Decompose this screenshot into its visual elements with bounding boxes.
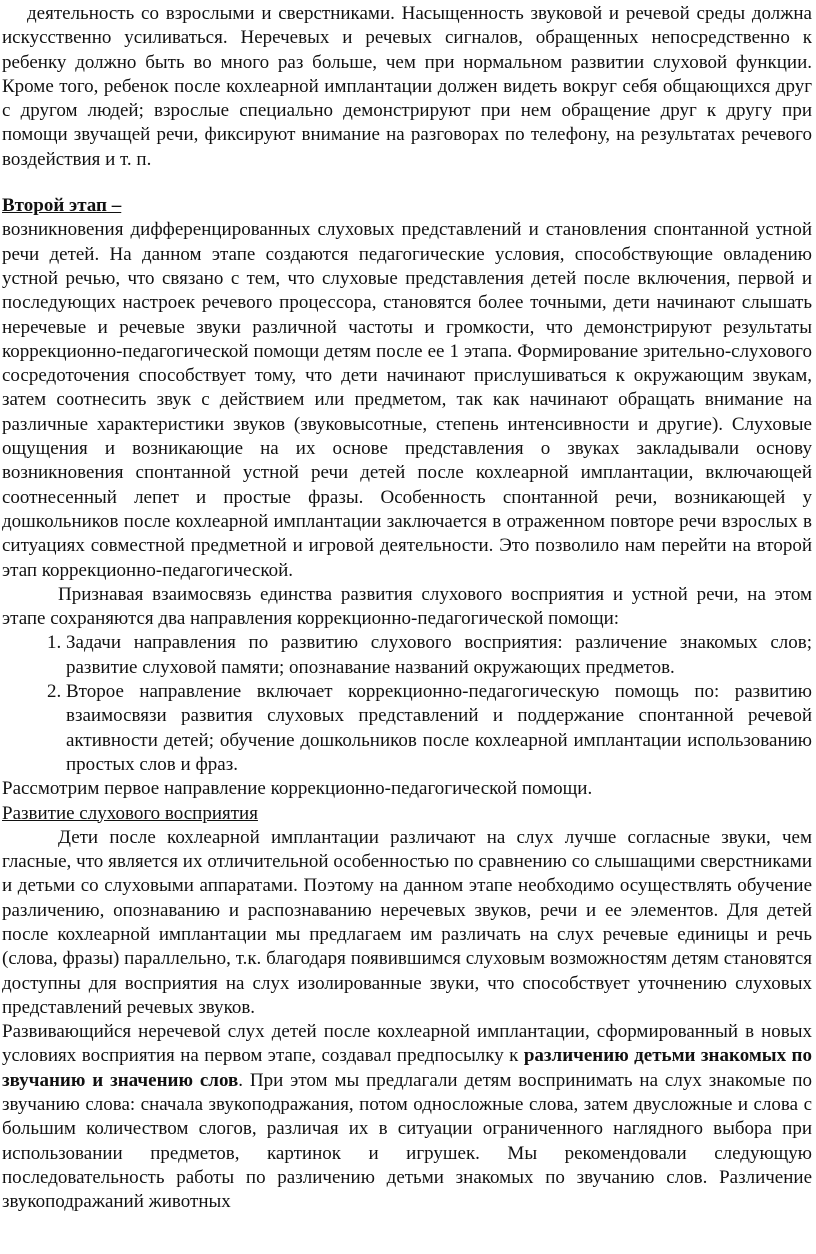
stage-2-paragraph: возникновения дифференцированных слуховых представлений и становления спонтанной устной речи детей. На данном этапе создаются педагогические условия, способствующие овладению устной речью, что связано с тем, что слуховые представления детей после включения, первой и последующих настроек речевого процессора, становятся более точными, дети начинают слышать неречевые и речевые звуки различной частоты и громкости, что демонстрируют результаты коррекционно-педагогической помощи детям после ее 1 этапа. Формирование зрительно-слухового сосредоточения способствует тому, что дети начинают прислушиваться к окружающим звукам, затем соотнесить звук с действием или предметом, так как начинают обращать внимание на различные характеристики звуков (звуковысотные, степень интенсивности и другие). Слуховые ощущения и возникающие на их основе представления о звуках закладывали основу возникновения спонтанной устной речи детей после кохлеарной имплантации, включающей соотнесенный лепет и простые фразы. Особенность спонтанной речи, возникающей у дошкольников после кохлеарной имплантации заключается в отраженном повторе речи взрослых в ситуациях совместной предметной и игровой деятельности. Это позволило нам перейти на второй этап коррекционно-педагогической. [2, 219, 812, 581]
final-paragraph [2, 1020, 812, 1214]
subheading-line [2, 802, 812, 826]
perception-paragraph: Дети после кохлеарной имплантации различают на слух лучше согласные звуки, чем гласные, что является их отличительной особенностью по сравнению со слышащими сверстниками и детьми со слуховыми аппаратами. Поэтому на данном этапе необходимо осуществлять обучение различению, опознаванию и распознаванию неречевых звуков, речи и ее элементов. Для детей после кохлеарной имплантации мы предлагаем им различать на слух речевые единицы и речь (слова, фразы) параллельно, т.к. благодаря появившимся слуховым возможностям детям становятся доступны для восприятия на слух изолированные звуки, что способствует уточнению слуховых представлений речевых звуков. [2, 826, 812, 1018]
section-heading-stage-2 [2, 194, 812, 218]
final-paragraph-start: Развивающийся неречевой слух детей после кохлеарной имплантации, сформированный в новых условиях восприятия на первом этапе, создавал предпосылку к [2, 1021, 812, 1067]
final-paragraph-bold: различению детьми знакомых по звучанию и значению слов [2, 1045, 812, 1091]
subheading-auditory-perception: Развитие слухового восприятия [2, 802, 258, 824]
list-item: 1. Задачи направления по развитию слухового восприятия: различение знакомых слов; развитие слуховой памяти; опознавание названий окружающих предметов. [66, 631, 812, 680]
paragraph-spacer [2, 172, 812, 194]
intro-paragraph: деятельность со взрослыми и сверстниками. Насыщенность звуковой и речевой среды должна искусственно усиливаться. Неречевых и речевых сигналов, обращенных непосредственно к ребенку должно быть во много раз больше, чем при нормальном развитии слуховой функции. Кроме того, ребенок после кохлеарной имплантации должен видеть вокруг себя общающихся друг с другом людей; взрослые специально демонстрируют при нем обращение друг к другу при помощи звучащей речи, фиксируют внимание на разговорах по телефону, на результатах речевого воздействия и т. п. [2, 3, 812, 170]
directions-list [2, 631, 812, 777]
directions-paragraph: Признавая взаимосвязь единства развития слухового восприятия и устной речи, на этом этапе сохраняются два направления коррекционно-педагогической помощи: [2, 583, 812, 630]
final-paragraph-end: . При этом мы предлагали детям воспринимать на слух знакомые по звучанию слова: сначала звукоподражания, потом односложные слова, затем двусложные и слова с большим количеством слогов, различая их в ситуации ограниченного наглядного выбора при использовании предметов, картинок и игрушек. Мы рекомендовали следующую последовательность работы по различению детьми знакомых по звучанию слов. Различение звукоподражаний животных [2, 1069, 812, 1213]
consider-paragraph: Рассмотрим первое направление коррекционно-педагогической помощи. [2, 778, 593, 800]
stage-2-heading-text: Второй этап – [2, 195, 122, 217]
list-item: 2. Второе направление включает коррекционно-педагогическую помощь по: развитию взаимосвязи развития слуховых представлений и поддержание спонтанной речевой активности детей; обучение дошкольников после кохлеарной имплантации использованию простых слов и фраз. [66, 680, 812, 777]
